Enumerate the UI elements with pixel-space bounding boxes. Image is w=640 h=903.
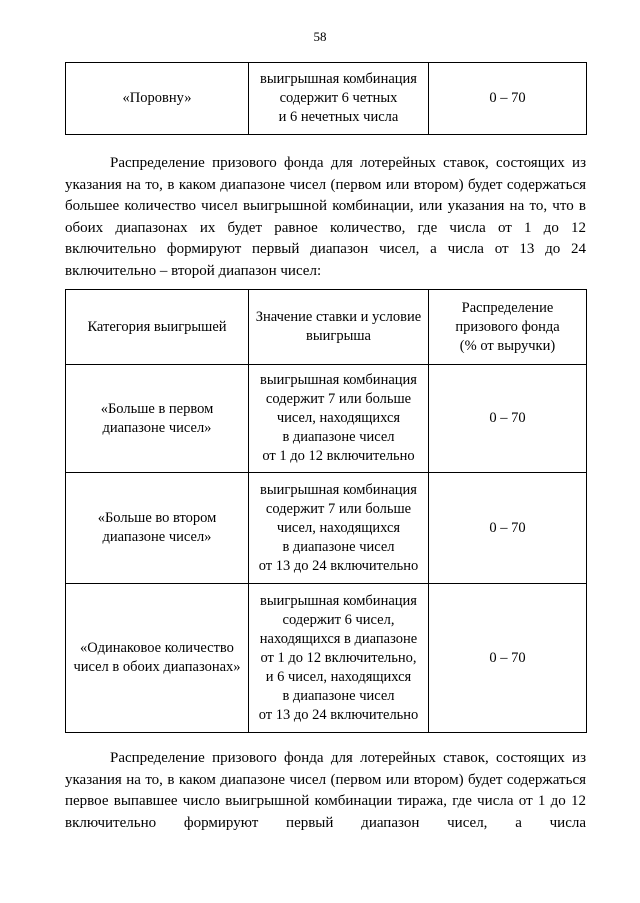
table-row: [66, 63, 587, 135]
page-number: 58: [313, 29, 327, 44]
distribution-cell: 0 – 70: [429, 365, 587, 473]
condition-cell: выигрышная комбинация содержит 6 четных и 6 нечетных числа: [249, 63, 429, 135]
table-main: [65, 289, 587, 733]
condition-cell: выигрышная комбинация содержит 6 чисел, находящихся в диапазоне от 1 до 12 включительно, и 6 чисел, находящихся в диапазоне чисел от 13 до 24 включительно: [249, 584, 429, 733]
distribution-cell: 0 – 70: [429, 63, 587, 135]
distribution-cell: 0 – 70: [429, 473, 587, 584]
condition-cell: выигрышная комбинация содержит 7 или больше чисел, находящихся в диапазоне чисел от 13 до 24 включительно: [249, 473, 429, 584]
table-top: [65, 62, 587, 135]
table-row: [66, 365, 587, 473]
category-cell: «Больше в первом диапазоне чисел»: [66, 365, 249, 473]
table-row: [66, 473, 587, 584]
table-header-row: [66, 290, 587, 365]
category-cell: «Поровну»: [66, 63, 249, 135]
header-category: Категория выигрышей: [66, 290, 249, 365]
category-cell: «Одинаковое количество чисел в обоих диапазонах»: [66, 584, 249, 733]
distribution-cell: 0 – 70: [429, 584, 587, 733]
category-cell: «Больше во втором диапазоне чисел»: [66, 473, 249, 584]
table-row: [66, 584, 587, 733]
paragraph-1: Распределение призового фонда для лотерейных ставок, состоящих из указания на то, в каком диапазоне чисел (первом или втором) будет содержаться большее количество чисел выигрышной комбинации, или указания на то, что в обоих диапазонах их будет равное количество, где числа от 1 до 12 включительно формируют первый диапазон чисел, а числа от 13 до 24 включительно – второй диапазон чисел:: [65, 155, 586, 279]
condition-cell: выигрышная комбинация содержит 7 или больше чисел, находящихся в диапазоне чисел от 1 до 12 включительно: [249, 365, 429, 473]
header-distribution: Распределение призового фонда (% от выручки): [429, 290, 587, 365]
header-condition: Значение ставки и условие выигрыша: [249, 290, 429, 365]
paragraph-2: Распределение призового фонда для лотерейных ставок, состоящих из указания на то, в каком диапазоне чисел (первом или втором) будет содержаться первое выпавшее число выигрышной комбинации тиража, где числа от 1 до 12 включительно формируют первый диапазон чисел, а числа: [65, 750, 586, 831]
